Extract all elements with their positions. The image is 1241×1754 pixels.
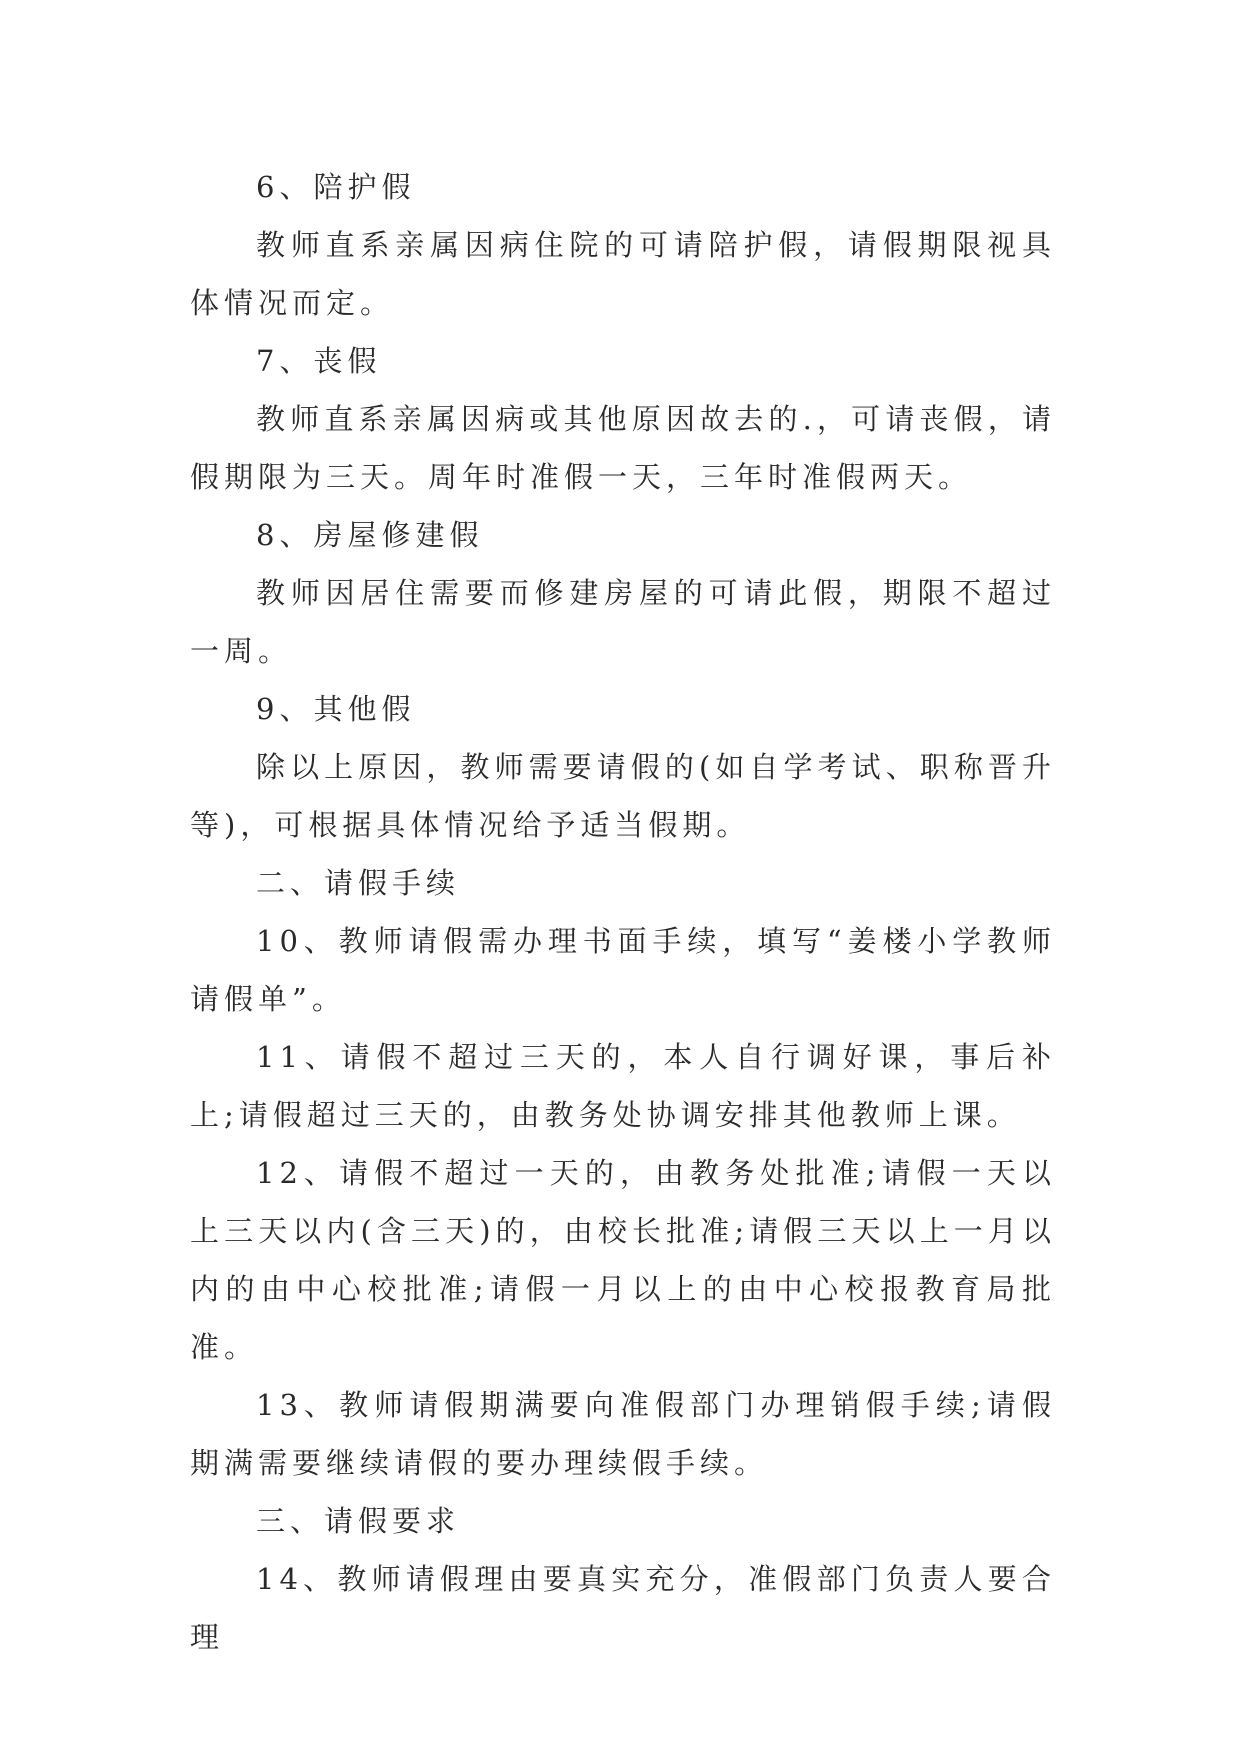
heading-funeral-leave: 7、丧假 (256, 344, 382, 378)
section-heading-requirements: 三、请假要求 (256, 1504, 461, 1538)
paragraph-item-14: 14、教师请假理由要真实充分，准假部门负责人要合理 (190, 1562, 1056, 1654)
heading-other-leave: 9、其他假 (256, 692, 416, 726)
document-body (190, 158, 1056, 1666)
heading-escort-leave: 6、陪护假 (256, 170, 416, 204)
paragraph-housing-leave: 教师因居住需要而修建房屋的可请此假，期限不超过一周。 (190, 576, 1056, 668)
paragraph-escort-leave: 教师直系亲属因病住院的可请陪护假，请假期限视具体情况而定。 (190, 228, 1056, 320)
paragraph-item-10: 10、教师请假需办理书面手续，填写“姜楼小学教师请假单”。 (190, 924, 1056, 1016)
paragraph-funeral-leave: 教师直系亲属因病或其他原因故去的.，可请丧假，请假期限为三天。周年时准假一天，三年时准假两天。 (190, 402, 1056, 494)
paragraph-item-11: 11、请假不超过三天的，本人自行调好课，事后补上;请假超过三天的，由教务处协调安排其他教师上课。 (190, 1040, 1056, 1132)
paragraph-item-12: 12、请假不超过一天的，由教务处批准;请假一天以上三天以内(含三天)的，由校长批准;请假三天以上一月以内的由中心校批准;请假一月以上的由中心校报教育局批准。 (190, 1156, 1056, 1364)
paragraph-other-leave: 除以上原因，教师需要请假的(如自学考试、职称晋升等)，可根据具体情况给予适当假期。 (190, 750, 1056, 842)
heading-housing-leave: 8、房屋修建假 (256, 518, 484, 552)
paragraph-item-13: 13、教师请假期满要向准假部门办理销假手续;请假期满需要继续请假的要办理续假手续。 (190, 1388, 1056, 1480)
section-heading-procedures: 二、请假手续 (256, 866, 461, 900)
